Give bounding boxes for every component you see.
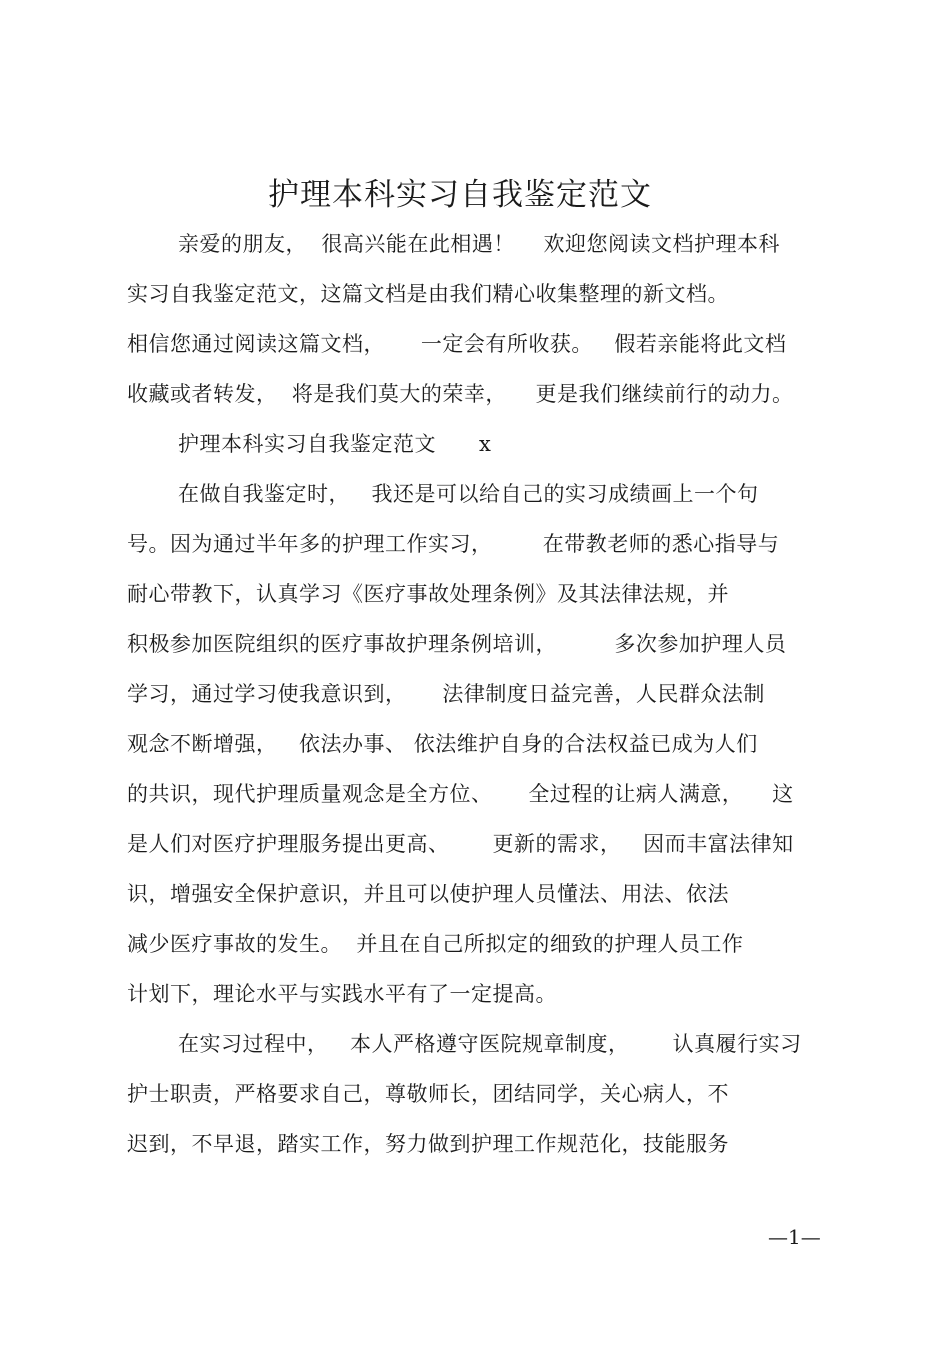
text-line: 学习，通过学习使我意识到， 法律制度日益完善，人民群众法制 (127, 682, 765, 706)
text-line: 观念不断增强， 依法办事、 依法维护自身的合法权益已成为人们 (127, 732, 758, 756)
text-line: 计划下，理论水平与实践水平有了一定提高。 (127, 982, 557, 1006)
text-line: 在实习过程中， 本人严格遵守医院规章制度， 认真履行实习 (178, 1032, 802, 1056)
text-line: 护理本科实习自我鉴定范文 x (178, 432, 492, 456)
text-line: 减少医疗事故的发生。 并且在自己所拟定的细致的护理人员工作 (127, 932, 744, 956)
text-line: 耐心带教下，认真学习《医疗事故处理条例》及其法律法规，并 (127, 582, 729, 606)
text-line: 是人们对医疗护理服务提出更高、 更新的需求， 因而丰富法律知 (127, 832, 794, 856)
text-line: 的共识，现代护理质量观念是全方位、 全过程的让病人满意， 这 (127, 782, 794, 806)
page-number: —1— (768, 1225, 821, 1249)
text-line: 号。因为通过半年多的护理工作实习， 在带教老师的悉心指导与 (127, 532, 780, 556)
text-line: 积极参加医院组织的医疗事故护理条例培训， 多次参加护理人员 (127, 632, 787, 656)
text-line: 在做自我鉴定时， 我还是可以给自己的实习成绩画上一个句 (178, 482, 759, 506)
text-line: 实习自我鉴定范文，这篇文档是由我们精心收集整理的新文档。 (127, 282, 729, 306)
text-line: 收藏或者转发， 将是我们莫大的荣幸， 更是我们继续前行的动力。 (127, 382, 794, 406)
text-line: 迟到，不早退，踏实工作，努力做到护理工作规范化，技能服务 (127, 1132, 729, 1156)
text-line: 相信您通过阅读这篇文档， 一定会有所收获。 假若亲能将此文档 (127, 332, 787, 356)
text-line: 识，增强安全保护意识，并且可以使护理人员懂法、用法、依法 (127, 882, 729, 906)
text-line: 亲爱的朋友， 很高兴能在此相遇！ 欢迎您阅读文档护理本科 (178, 232, 781, 256)
document-title: 护理本科实习自我鉴定范文 (268, 177, 652, 213)
text-line: 护士职责，严格要求自己，尊敬师长，团结同学，关心病人，不 (127, 1082, 729, 1106)
